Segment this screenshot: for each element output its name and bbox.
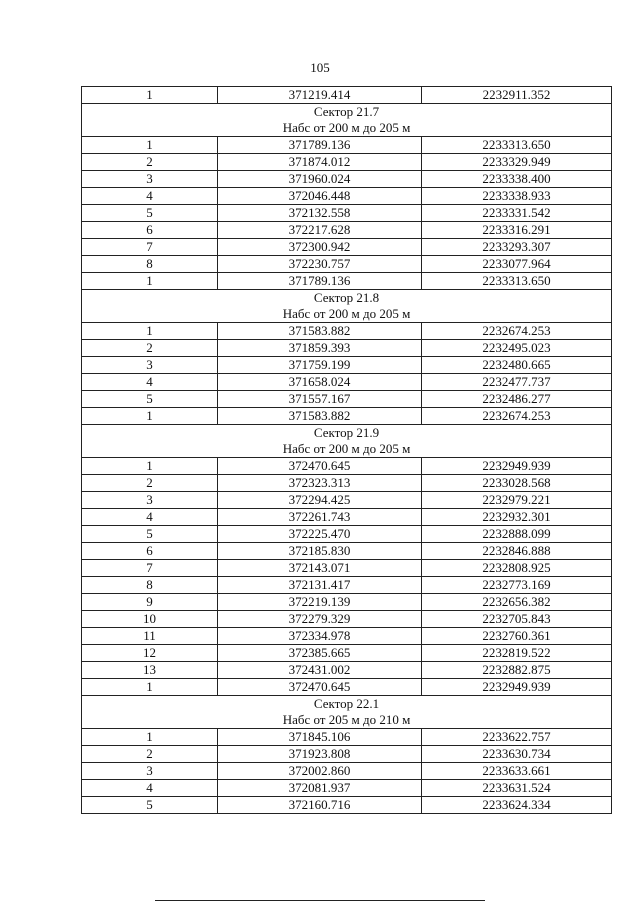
point-number-cell: 5 [82,205,218,222]
x-coordinate-cell: 372219.139 [218,594,422,611]
x-coordinate-cell: 372002.860 [218,763,422,780]
x-coordinate-cell: 372261.743 [218,509,422,526]
y-coordinate-cell: 2232882.875 [422,662,612,679]
y-coordinate-cell: 2232674.253 [422,408,612,425]
y-coordinate-cell: 2232674.253 [422,323,612,340]
point-number-cell: 2 [82,340,218,357]
table-row [82,256,612,273]
bottom-rule [155,900,485,901]
x-coordinate-cell: 372470.645 [218,679,422,696]
table-row [82,543,612,560]
y-coordinate-cell: 2232705.843 [422,611,612,628]
sector-subtitle-row [82,441,612,458]
y-coordinate-cell: 2233313.650 [422,137,612,154]
sector-subtitle-row [82,306,612,323]
x-coordinate-cell: 371845.106 [218,729,422,746]
table-row [82,729,612,746]
y-coordinate-cell: 2232932.301 [422,509,612,526]
point-number-cell: 1 [82,408,218,425]
point-number-cell: 3 [82,492,218,509]
y-coordinate-cell: 2233329.949 [422,154,612,171]
table-row [82,340,612,357]
table-row [82,408,612,425]
x-coordinate-cell: 372470.645 [218,458,422,475]
y-coordinate-cell: 2232656.382 [422,594,612,611]
sector-title: Сектор 21.8 [82,290,612,307]
table-row [82,763,612,780]
point-number-cell: 1 [82,273,218,290]
y-coordinate-cell: 2233338.400 [422,171,612,188]
table-row [82,458,612,475]
x-coordinate-cell: 372131.417 [218,577,422,594]
table-row [82,475,612,492]
table-row [82,357,612,374]
table-row [82,628,612,645]
point-number-cell: 4 [82,374,218,391]
point-number-cell: 6 [82,543,218,560]
y-coordinate-cell: 2232949.939 [422,458,612,475]
y-coordinate-cell: 2232911.352 [422,87,612,104]
table-row [82,205,612,222]
point-number-cell: 1 [82,87,218,104]
sector-height-range: Набс от 205 м до 210 м [82,712,612,729]
x-coordinate-cell: 372225.470 [218,526,422,543]
point-number-cell: 1 [82,729,218,746]
point-number-cell: 2 [82,154,218,171]
sector-header-row [82,290,612,307]
x-coordinate-cell: 372185.830 [218,543,422,560]
table-row [82,154,612,171]
y-coordinate-cell: 2232819.522 [422,645,612,662]
x-coordinate-cell: 371759.199 [218,357,422,374]
x-coordinate-cell: 371960.024 [218,171,422,188]
table-row [82,391,612,408]
table-row [82,239,612,256]
point-number-cell: 2 [82,475,218,492]
x-coordinate-cell: 371789.136 [218,137,422,154]
x-coordinate-cell: 372132.558 [218,205,422,222]
x-coordinate-cell: 372431.002 [218,662,422,679]
point-number-cell: 3 [82,171,218,188]
point-number-cell: 1 [82,323,218,340]
point-number-cell: 1 [82,458,218,475]
y-coordinate-cell: 2233313.650 [422,273,612,290]
y-coordinate-cell: 2233633.661 [422,763,612,780]
x-coordinate-cell: 372385.665 [218,645,422,662]
x-coordinate-cell: 372081.937 [218,780,422,797]
x-coordinate-cell: 372230.757 [218,256,422,273]
point-number-cell: 4 [82,188,218,205]
point-number-cell: 5 [82,391,218,408]
y-coordinate-cell: 2233293.307 [422,239,612,256]
table-row [82,323,612,340]
sector-height-range: Набс от 200 м до 205 м [82,441,612,458]
y-coordinate-cell: 2233316.291 [422,222,612,239]
x-coordinate-cell: 371583.882 [218,323,422,340]
table-row [82,577,612,594]
x-coordinate-cell: 372294.425 [218,492,422,509]
y-coordinate-cell: 2232495.023 [422,340,612,357]
table-row [82,679,612,696]
x-coordinate-cell: 371557.167 [218,391,422,408]
table-row [82,797,612,814]
y-coordinate-cell: 2232477.737 [422,374,612,391]
x-coordinate-cell: 371658.024 [218,374,422,391]
x-coordinate-cell: 372217.628 [218,222,422,239]
page-number: 105 [310,60,330,75]
sector-title: Сектор 22.1 [82,696,612,713]
point-number-cell: 12 [82,645,218,662]
y-coordinate-cell: 2232480.665 [422,357,612,374]
y-coordinate-cell: 2232949.939 [422,679,612,696]
x-coordinate-cell: 372046.448 [218,188,422,205]
x-coordinate-cell: 372160.716 [218,797,422,814]
point-number-cell: 1 [82,679,218,696]
table-row [82,560,612,577]
sector-height-range: Набс от 200 м до 205 м [82,306,612,323]
sector-title: Сектор 21.7 [82,104,612,121]
table-row [82,509,612,526]
y-coordinate-cell: 2232979.221 [422,492,612,509]
table-row [82,492,612,509]
point-number-cell: 5 [82,526,218,543]
x-coordinate-cell: 371583.882 [218,408,422,425]
table-row [82,526,612,543]
y-coordinate-cell: 2233331.542 [422,205,612,222]
point-number-cell: 7 [82,560,218,577]
table-row [82,137,612,154]
x-coordinate-cell: 372334.978 [218,628,422,645]
y-coordinate-cell: 2232760.361 [422,628,612,645]
table-row [82,780,612,797]
x-coordinate-cell: 372279.329 [218,611,422,628]
x-coordinate-cell: 371219.414 [218,87,422,104]
point-number-cell: 13 [82,662,218,679]
table-row [82,171,612,188]
table-row [82,611,612,628]
table-row [82,746,612,763]
point-number-cell: 7 [82,239,218,256]
point-number-cell: 1 [82,137,218,154]
table-row [82,374,612,391]
point-number-cell: 9 [82,594,218,611]
point-number-cell: 8 [82,256,218,273]
point-number-cell: 4 [82,509,218,526]
x-coordinate-cell: 371923.808 [218,746,422,763]
point-number-cell: 8 [82,577,218,594]
sector-header-row [82,425,612,442]
sector-subtitle-row [82,712,612,729]
point-number-cell: 3 [82,763,218,780]
y-coordinate-cell: 2233622.757 [422,729,612,746]
point-number-cell: 3 [82,357,218,374]
table-row [82,222,612,239]
point-number-cell: 10 [82,611,218,628]
x-coordinate-cell: 371859.393 [218,340,422,357]
x-coordinate-cell: 372143.071 [218,560,422,577]
sector-title: Сектор 21.9 [82,425,612,442]
y-coordinate-cell: 2232846.888 [422,543,612,560]
y-coordinate-cell: 2233077.964 [422,256,612,273]
point-number-cell: 6 [82,222,218,239]
y-coordinate-cell: 2233338.933 [422,188,612,205]
table-row [82,594,612,611]
x-coordinate-cell: 371874.012 [218,154,422,171]
table-row [82,645,612,662]
sector-header-row [82,104,612,121]
y-coordinate-cell: 2232486.277 [422,391,612,408]
coordinates-table [81,86,612,814]
table-row [82,662,612,679]
y-coordinate-cell: 2233624.334 [422,797,612,814]
y-coordinate-cell: 2233630.734 [422,746,612,763]
table-row [82,87,612,104]
x-coordinate-cell: 372300.942 [218,239,422,256]
y-coordinate-cell: 2232808.925 [422,560,612,577]
table-row [82,188,612,205]
sector-height-range: Набс от 200 м до 205 м [82,120,612,137]
y-coordinate-cell: 2232888.099 [422,526,612,543]
y-coordinate-cell: 2233028.568 [422,475,612,492]
table-row [82,273,612,290]
sector-header-row [82,696,612,713]
x-coordinate-cell: 372323.313 [218,475,422,492]
point-number-cell: 2 [82,746,218,763]
coordinates-table-body [82,87,612,814]
point-number-cell: 11 [82,628,218,645]
point-number-cell: 5 [82,797,218,814]
y-coordinate-cell: 2233631.524 [422,780,612,797]
y-coordinate-cell: 2232773.169 [422,577,612,594]
x-coordinate-cell: 371789.136 [218,273,422,290]
point-number-cell: 4 [82,780,218,797]
sector-subtitle-row [82,120,612,137]
